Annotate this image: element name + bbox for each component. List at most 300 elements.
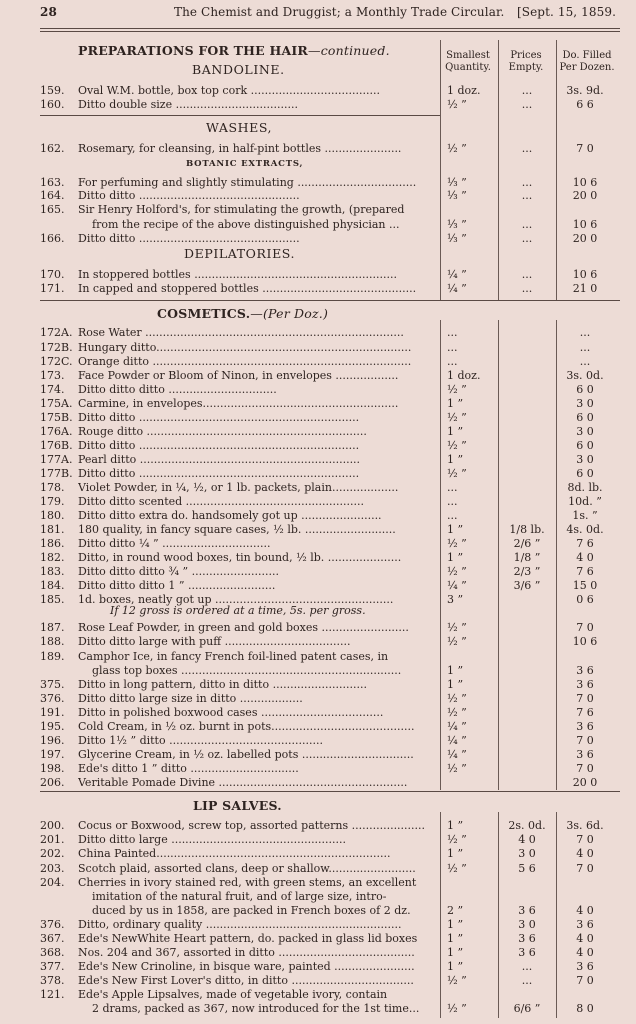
- price-filled: 3 6: [576, 664, 594, 677]
- item-description: Ditto ditto extra do. handsomely got up .......................: [78, 509, 382, 522]
- table-row: [40, 453, 620, 466]
- price-empty: ...: [521, 189, 533, 202]
- price-filled: 3 6: [576, 960, 594, 973]
- item-number: 191.: [40, 706, 65, 719]
- price-empty: 3 0: [518, 918, 536, 931]
- price-filled: 20 0: [572, 189, 598, 202]
- table-row: [40, 664, 620, 677]
- publication-title: The Chemist and Druggist; a Monthly Trade Circular.: [174, 5, 505, 19]
- table-row: [40, 748, 620, 761]
- price-filled: 3 0: [576, 453, 594, 466]
- item-description: Nos. 204 and 367, assorted in ditto .......................................: [78, 946, 415, 959]
- smallest-quantity: ⅓ ”: [447, 189, 467, 202]
- item-number: 159.: [40, 84, 65, 97]
- item-number: 206.: [40, 776, 65, 789]
- item-number: 177B.: [40, 467, 73, 480]
- item-number: 173.: [40, 369, 65, 382]
- item-number: 187.: [40, 621, 65, 634]
- item-description: Ditto ditto ..............................................: [78, 189, 300, 202]
- price-filled: 4s. 0d.: [566, 523, 604, 536]
- item-description: Ede's New First Lover's ditto, in ditto ...................................: [78, 974, 414, 987]
- smallest-quantity: ½ ”: [447, 411, 467, 424]
- item-description: Sir Henry Holford's, for stimulating the growth, (prepared: [78, 203, 405, 216]
- item-description: Orange ditto ..........................................................................: [78, 355, 412, 368]
- item-description: Scotch plaid, assorted clans, deep or shallow.........................: [78, 862, 416, 875]
- item-number: 175A.: [40, 397, 73, 410]
- price-filled: ...: [579, 355, 591, 368]
- item-number: 178.: [40, 481, 65, 494]
- price-empty: ...: [521, 98, 533, 111]
- item-number: 184.: [40, 579, 65, 592]
- smallest-quantity: 1 ”: [447, 453, 464, 466]
- table-row: [40, 862, 620, 875]
- smallest-quantity: ½ ”: [447, 762, 467, 775]
- header-rule-top: [40, 28, 620, 29]
- item-number: 176B.: [40, 439, 73, 452]
- item-number: 197.: [40, 748, 65, 761]
- table-row: [40, 776, 620, 789]
- table-row: [40, 397, 620, 410]
- table-row: [40, 579, 620, 592]
- item-number: 176A.: [40, 425, 73, 438]
- smallest-quantity: ½ ”: [447, 862, 467, 875]
- item-number: 186.: [40, 537, 65, 550]
- item-description: Violet Powder, in ¼, ½, or 1 lb. packets, plain...................: [78, 481, 399, 494]
- price-filled: 10d. ”: [568, 495, 602, 508]
- table-row: [40, 355, 620, 368]
- item-description: Cocus or Boxwood, screw top, assorted patterns .....................: [78, 819, 426, 832]
- price-filled: 7 6: [576, 706, 594, 719]
- price-filled: 4 0: [576, 946, 594, 959]
- smallest-quantity: ⅓ ”: [447, 232, 467, 245]
- price-filled: 7 0: [576, 833, 594, 846]
- section-washes: WASHES,: [206, 120, 273, 135]
- smallest-quantity: ...: [447, 326, 458, 339]
- table-row: [40, 326, 620, 339]
- item-description: In capped and stoppered bottles ............................................: [78, 282, 417, 295]
- price-filled: 3s. 9d.: [566, 84, 604, 97]
- table-row: [40, 593, 620, 606]
- table-row: [40, 411, 620, 424]
- price-empty: 1/8 ”: [513, 551, 541, 564]
- table-row: [40, 1002, 620, 1015]
- item-number: 189.: [40, 650, 65, 663]
- smallest-quantity: 1 ”: [447, 946, 464, 959]
- item-number: 183.: [40, 565, 65, 578]
- table-row: [40, 439, 620, 452]
- item-description: Veritable Pomade Divine ......................................................: [78, 776, 408, 789]
- smallest-quantity: ⅓ ”: [447, 218, 467, 231]
- price-filled: 10 6: [572, 268, 598, 281]
- price-empty: ...: [521, 142, 533, 155]
- table-row: [40, 537, 620, 550]
- section-botanic: BOTANIC EXTRACTS,: [186, 159, 304, 169]
- table-row: [40, 142, 620, 155]
- price-filled: 3 6: [576, 678, 594, 691]
- price-empty: 3 6: [518, 932, 536, 945]
- column-header-filled: Do. Filled Per Dozen.: [559, 50, 615, 73]
- item-description: Ditto in long pattern, ditto in ditto ...........................: [78, 678, 367, 691]
- price-filled: 10 6: [572, 176, 598, 189]
- smallest-quantity: 1 doz.: [447, 84, 481, 97]
- table-row: [40, 341, 620, 354]
- item-number: 162.: [40, 142, 65, 155]
- item-description: Ditto, in round wood boxes, tin bound, ½ lb. .....................: [78, 551, 402, 564]
- price-filled: 6 0: [576, 383, 594, 396]
- table-row: [40, 678, 620, 691]
- smallest-quantity: ½ ”: [447, 974, 467, 987]
- item-description: Camphor Ice, in fancy French foil-lined patent cases, in: [78, 650, 389, 663]
- item-number: 202.: [40, 847, 65, 860]
- item-description: Ditto ditto ...............................................................: [78, 467, 360, 480]
- item-description: Ditto 1½ ” ditto ............................................: [78, 734, 323, 747]
- price-filled: 6 0: [576, 411, 594, 424]
- table-row: [40, 635, 620, 648]
- item-description: glass top boxes ...............................................................: [92, 664, 402, 677]
- smallest-quantity: ½ ”: [447, 439, 467, 452]
- column-header-smallest: Smallest Quantity.: [445, 50, 491, 73]
- table-row: [40, 762, 620, 775]
- item-number: 175B.: [40, 411, 73, 424]
- item-number: 179.: [40, 495, 65, 508]
- item-description: Ditto ditto ...............................................................: [78, 439, 360, 452]
- item-number: 200.: [40, 819, 65, 832]
- smallest-quantity: ⅓ ”: [447, 176, 467, 189]
- smallest-quantity: ¼ ”: [447, 268, 467, 281]
- smallest-quantity: 2 ”: [447, 904, 464, 917]
- table-row: [40, 495, 620, 508]
- item-description: Face Powder or Bloom of Ninon, in envelopes ..................: [78, 369, 399, 382]
- table-row: [40, 565, 620, 578]
- smallest-quantity: 1 doz.: [447, 369, 481, 382]
- item-description: Ede's NewWhite Heart pattern, do. packed in glass lid boxes: [78, 932, 418, 945]
- smallest-quantity: 1 ”: [447, 551, 464, 564]
- item-number: 376.: [40, 918, 65, 931]
- price-empty: ...: [521, 84, 533, 97]
- column-header-prices: Prices Empty.: [508, 50, 544, 73]
- price-empty: 2s. 0d.: [508, 819, 546, 832]
- price-empty: ...: [521, 268, 533, 281]
- price-filled: 7 0: [576, 692, 594, 705]
- item-number: 166.: [40, 232, 65, 245]
- smallest-quantity: 1 ”: [447, 960, 464, 973]
- item-description: 2 drams, packed as 367, now introduced for the 1st time...: [92, 1002, 420, 1015]
- price-empty: ...: [521, 218, 533, 231]
- section-rule-lip: [40, 791, 620, 792]
- smallest-quantity: 1 ”: [447, 678, 464, 691]
- item-description: from the recipe of the above distinguished physician ...: [92, 218, 400, 231]
- table-row: [40, 988, 620, 1001]
- item-number: 177A.: [40, 453, 73, 466]
- item-description: 1d. boxes, neatly got up ...................................................: [78, 593, 394, 606]
- table-row: [40, 876, 620, 889]
- price-filled: 3 6: [576, 918, 594, 931]
- item-number: 203.: [40, 862, 65, 875]
- smallest-quantity: ½ ”: [447, 383, 467, 396]
- item-description: Ede's Apple Lipsalves, made of vegetable ivory, contain: [78, 988, 388, 1001]
- table-row: [40, 692, 620, 705]
- smallest-quantity: ½ ”: [447, 621, 467, 634]
- smallest-quantity: 1 ”: [447, 425, 464, 438]
- item-number: 198.: [40, 762, 65, 775]
- table-row: [40, 932, 620, 945]
- item-number: 171.: [40, 282, 65, 295]
- item-number: 377.: [40, 960, 65, 973]
- item-description: Carmine, in envelopes........................................................: [78, 397, 399, 410]
- table-row: [40, 960, 620, 973]
- item-description: Ditto ditto large size in ditto ..................: [78, 692, 303, 705]
- item-description: Ditto ditto large with puff ....................................: [78, 635, 351, 648]
- smallest-quantity: ...: [447, 495, 458, 508]
- table-row: [40, 218, 620, 231]
- item-description: Ditto, ordinary quality ........................................................: [78, 918, 402, 931]
- price-empty: 3 0: [518, 847, 536, 860]
- price-filled: 6 6: [576, 98, 594, 111]
- price-filled: 10 6: [572, 635, 598, 648]
- item-description: Ditto double size ...................................: [78, 98, 298, 111]
- price-filled: 20 0: [572, 776, 598, 789]
- table-row: [40, 282, 620, 295]
- price-empty: 3 6: [518, 904, 536, 917]
- table-row: [40, 833, 620, 846]
- table-row: [40, 369, 620, 382]
- item-description: For perfuming and slightly stimulating ..................................: [78, 176, 417, 189]
- smallest-quantity: ½ ”: [447, 98, 467, 111]
- smallest-quantity: 1 ”: [447, 819, 464, 832]
- section-bandoline: BANDOLINE.: [192, 62, 285, 77]
- item-number: 174.: [40, 383, 65, 396]
- item-number: 368.: [40, 946, 65, 959]
- price-filled: 7 0: [576, 621, 594, 634]
- header-rule-bottom: [40, 31, 620, 32]
- item-description: imitation of the natural fruit, and of large size, intro-: [92, 890, 387, 903]
- section-rule-washes: [40, 115, 440, 116]
- table-row: [40, 974, 620, 987]
- item-description: Glycerine Cream, in ½ oz. labelled pots ................................: [78, 748, 414, 761]
- price-empty: 1/8 lb.: [509, 523, 545, 536]
- smallest-quantity: ½ ”: [447, 467, 467, 480]
- table-row: [40, 189, 620, 202]
- table-row: [40, 383, 620, 396]
- price-filled: 7 0: [576, 974, 594, 987]
- item-description: Ditto ditto ¼ ” ...............................: [78, 537, 271, 550]
- item-description: China Painted...................................................................: [78, 847, 391, 860]
- price-filled: 3s. 6d.: [566, 819, 604, 832]
- price-empty: 4 0: [518, 833, 536, 846]
- price-empty: 5 6: [518, 862, 536, 875]
- smallest-quantity: ½ ”: [447, 537, 467, 550]
- price-filled: 1s. ”: [572, 509, 598, 522]
- price-filled: ...: [579, 341, 591, 354]
- table-row: [40, 84, 620, 97]
- smallest-quantity: ¼ ”: [447, 579, 467, 592]
- item-number: 185.: [40, 593, 65, 606]
- smallest-quantity: 1 ”: [447, 523, 464, 536]
- item-description: Ditto ditto scented ...................................................: [78, 495, 365, 508]
- table-row: [40, 98, 620, 111]
- price-empty: ...: [521, 282, 533, 295]
- table-row: [40, 734, 620, 747]
- price-filled: 0 6: [576, 593, 594, 606]
- item-number: 195.: [40, 720, 65, 733]
- section-lip-salves: LIP SALVES.: [193, 798, 282, 813]
- price-filled: 7 0: [576, 862, 594, 875]
- item-description: duced by us in 1858, are packed in French boxes of 2 dz.: [92, 904, 411, 917]
- item-number: 163.: [40, 176, 65, 189]
- price-filled: 4 0: [576, 904, 594, 917]
- table-row: [40, 481, 620, 494]
- smallest-quantity: 1 ”: [447, 847, 464, 860]
- issue-date: [Sept. 15, 1859.: [517, 5, 616, 19]
- price-filled: 3 0: [576, 397, 594, 410]
- price-filled: 10 6: [572, 218, 598, 231]
- item-number: 160.: [40, 98, 65, 111]
- smallest-quantity: 1 ”: [447, 664, 464, 677]
- running-header: [40, 5, 616, 23]
- item-number: 181.: [40, 523, 65, 536]
- smallest-quantity: ...: [447, 341, 458, 354]
- smallest-quantity: ½ ”: [447, 142, 467, 155]
- item-description: Ditto ditto ...............................................................: [78, 411, 360, 424]
- price-empty: 2/6 ”: [513, 537, 541, 550]
- smallest-quantity: 1 ”: [447, 397, 464, 410]
- price-empty: 6/6 ”: [513, 1002, 541, 1015]
- price-filled: 4 0: [576, 551, 594, 564]
- price-empty: 2/3 ”: [513, 565, 541, 578]
- item-number: 378.: [40, 974, 65, 987]
- table-row: [40, 890, 620, 903]
- item-number: 164.: [40, 189, 65, 202]
- price-filled: 4 0: [576, 847, 594, 860]
- smallest-quantity: ...: [447, 355, 458, 368]
- item-description: Ede's ditto 1 ” ditto ...............................: [78, 762, 299, 775]
- item-description: 180 quality, in fancy square cases, ½ lb. ..........................: [78, 523, 396, 536]
- table-row: [40, 621, 620, 634]
- column-divider-2: [498, 40, 499, 300]
- item-number: 376.: [40, 692, 65, 705]
- smallest-quantity: ½ ”: [447, 833, 467, 846]
- price-empty: ...: [521, 232, 533, 245]
- column-divider-1: [440, 40, 441, 300]
- smallest-quantity: 1 ”: [447, 918, 464, 931]
- table-row: [40, 523, 620, 536]
- bulk-order-note: If 12 gross is ordered at a time, 5s. per gross.: [110, 604, 366, 617]
- item-number: 196.: [40, 734, 65, 747]
- page-number: 28: [40, 5, 57, 19]
- item-description: Cold Cream, in ½ oz. burnt in pots.........................................: [78, 720, 415, 733]
- table-row: [40, 268, 620, 281]
- smallest-quantity: ¼ ”: [447, 748, 467, 761]
- item-description: Rose Water ..........................................................................: [78, 326, 404, 339]
- table-row: [40, 650, 620, 663]
- smallest-quantity: ½ ”: [447, 706, 467, 719]
- price-filled: 7 6: [576, 565, 594, 578]
- item-number: 188.: [40, 635, 65, 648]
- price-filled: 7 0: [576, 734, 594, 747]
- item-description: Hungary ditto.........................................................................: [78, 341, 412, 354]
- item-number: 170.: [40, 268, 65, 281]
- table-row: [40, 720, 620, 733]
- table-row: [40, 946, 620, 959]
- table-row: [40, 706, 620, 719]
- item-description: Cherries in ivory stained red, with green stems, an excellent: [78, 876, 417, 889]
- price-filled: 6 0: [576, 439, 594, 452]
- item-description: Ditto ditto ditto 1 ” .........................: [78, 579, 276, 592]
- item-description: Ditto in polished boxwood cases ...................................: [78, 706, 384, 719]
- section-depilatories: DEPILATORIES.: [184, 246, 296, 261]
- table-row: [40, 176, 620, 189]
- item-description: Rose Leaf Powder, in green and gold boxes .........................: [78, 621, 409, 634]
- item-number: 180.: [40, 509, 65, 522]
- smallest-quantity: ½ ”: [447, 692, 467, 705]
- smallest-quantity: ¼ ”: [447, 734, 467, 747]
- price-filled: ...: [579, 326, 591, 339]
- item-number: 121.: [40, 988, 65, 1001]
- price-filled: 7 0: [576, 142, 594, 155]
- item-number: 172B.: [40, 341, 73, 354]
- section-rule-cosmetics: [40, 300, 620, 301]
- item-description: Rouge ditto ...............................................................: [78, 425, 367, 438]
- price-filled: 6 0: [576, 467, 594, 480]
- item-number: 165.: [40, 203, 65, 216]
- price-filled: 8d. lb.: [567, 481, 603, 494]
- table-row: [40, 467, 620, 480]
- smallest-quantity: 1 ”: [447, 932, 464, 945]
- table-row: [40, 904, 620, 917]
- price-empty: 3 6: [518, 946, 536, 959]
- item-description: In stoppered bottles ..........................................................: [78, 268, 397, 281]
- price-empty: ...: [521, 176, 533, 189]
- smallest-quantity: ¼ ”: [447, 282, 467, 295]
- table-row: [40, 551, 620, 564]
- item-number: 182.: [40, 551, 65, 564]
- price-empty: ...: [521, 974, 533, 987]
- item-description: Ditto ditto ..............................................: [78, 232, 300, 245]
- price-filled: 3 6: [576, 720, 594, 733]
- smallest-quantity: ½ ”: [447, 1002, 467, 1015]
- table-row: [40, 509, 620, 522]
- price-filled: 4 0: [576, 932, 594, 945]
- item-description: Pearl ditto ...............................................................: [78, 453, 361, 466]
- table-row: [40, 425, 620, 438]
- item-description: Rosemary, for cleansing, in half-pint bottles ......................: [78, 142, 402, 155]
- item-description: Ede's New Crinoline, in bisque ware, painted .......................: [78, 960, 415, 973]
- item-number: 172A.: [40, 326, 73, 339]
- table-row: [40, 819, 620, 832]
- price-empty: 3/6 ”: [513, 579, 541, 592]
- table-row: [40, 203, 620, 216]
- price-filled: 21 0: [572, 282, 598, 295]
- price-empty: ...: [521, 960, 533, 973]
- smallest-quantity: ¼ ”: [447, 720, 467, 733]
- price-filled: 7 6: [576, 537, 594, 550]
- price-filled: 15 0: [572, 579, 598, 592]
- price-filled: 20 0: [572, 232, 598, 245]
- item-number: 201.: [40, 833, 65, 846]
- item-number: 204.: [40, 876, 65, 889]
- price-filled: 8 0: [576, 1002, 594, 1015]
- price-filled: 7 0: [576, 762, 594, 775]
- section-cosmetics: COSMETICS.—(Per Doz.): [157, 306, 329, 321]
- table-row: [40, 232, 620, 245]
- smallest-quantity: ½ ”: [447, 635, 467, 648]
- table-row: [40, 918, 620, 931]
- smallest-quantity: 3 ”: [447, 593, 464, 606]
- item-description: Ditto ditto ditto ...............................: [78, 383, 277, 396]
- item-description: Ditto ditto large ..................................................: [78, 833, 347, 846]
- smallest-quantity: ...: [447, 481, 458, 494]
- item-number: 172C.: [40, 355, 73, 368]
